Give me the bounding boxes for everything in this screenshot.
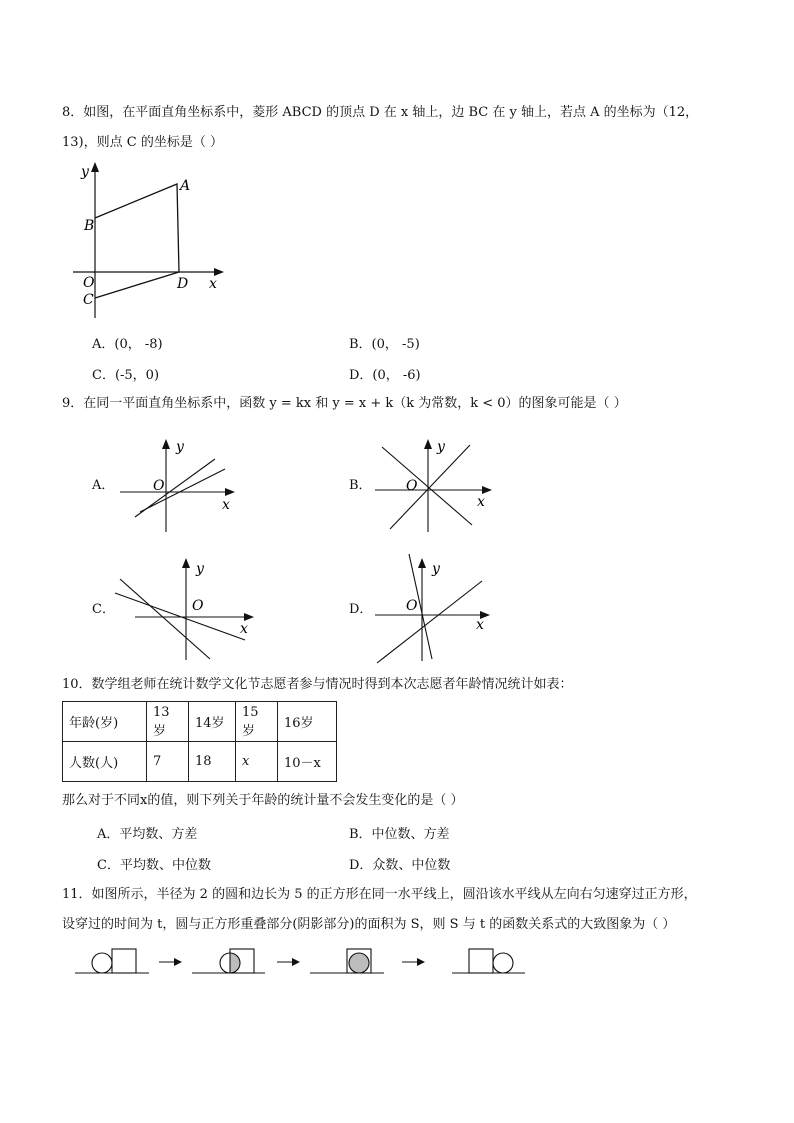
q9-option-a-label[interactable]: A． xyxy=(92,478,115,493)
table-cell: 18 xyxy=(189,742,236,782)
q9-option-c-label[interactable]: C． xyxy=(92,602,115,617)
q9-graph-a[interactable] xyxy=(115,437,245,537)
q9-d-origin: O xyxy=(406,598,418,614)
q10-option-d[interactable]: D．众数、中位数 xyxy=(349,858,451,873)
q9-c-y-label: y xyxy=(196,561,204,577)
q9-graph-b[interactable] xyxy=(370,437,520,537)
q9-graph-c[interactable] xyxy=(110,555,260,663)
q11-stem-line1: 11．如图所示，半径为 2 的圆和边长为 5 的正方形在同一水平线上，圆沿该水平线从左向右匀速穿过正方形， xyxy=(62,887,697,902)
q9-a-x-label: x xyxy=(222,497,230,513)
q10-option-c[interactable]: C．平均数、中位数 xyxy=(97,858,211,873)
q9-b-x-label: x xyxy=(477,494,485,510)
q8-option-b[interactable]: B．(0， -5) xyxy=(349,337,420,352)
table-cell: 16岁 xyxy=(278,702,337,742)
q9-option-d-label[interactable]: D． xyxy=(349,602,373,617)
q9-c-origin: O xyxy=(192,598,204,614)
table-cell: 7 xyxy=(147,742,189,782)
arrow-icon xyxy=(402,958,425,966)
q8-option-d[interactable]: D．(0， -6) xyxy=(349,368,421,383)
table-cell: 13岁 xyxy=(147,702,189,742)
q9-c-x-label: x xyxy=(240,621,248,637)
q11-sequence-figure xyxy=(72,946,542,986)
q10-option-b[interactable]: B．中位数、方差 xyxy=(349,827,450,842)
q8-x-label: x xyxy=(209,276,217,292)
q8-option-c[interactable]: C．(-5，0) xyxy=(92,368,160,383)
q9-b-y-label: y xyxy=(437,439,445,455)
q8-rhombus-figure xyxy=(70,160,230,325)
q8-stem-line2: 13)，则点 C 的坐标是（ ） xyxy=(62,135,223,150)
table-cell: 人数(人) xyxy=(63,742,147,782)
q9-option-b-label[interactable]: B． xyxy=(349,478,372,493)
table-cell: x xyxy=(236,742,278,782)
q9-d-x-label: x xyxy=(476,617,484,633)
q11-frame-1 xyxy=(75,949,149,973)
table-cell: 10－x xyxy=(278,742,337,782)
table-cell: 年龄(岁) xyxy=(63,702,147,742)
q8-option-a[interactable]: A．(0， -8) xyxy=(92,337,163,352)
arrow-icon xyxy=(277,958,300,966)
q11-stem-line2: 设穿过的时间为 t，圆与正方形重叠部分(阴影部分)的面积为 S，则 S 与 t 的函数关系式的大致图象为（ ） xyxy=(62,917,676,932)
table-cell: 15岁 xyxy=(236,702,278,742)
q8-y-label: y xyxy=(81,164,89,180)
table-cell: 14岁 xyxy=(189,702,236,742)
q8-origin: O xyxy=(83,275,95,291)
q8-point-b: B xyxy=(84,218,95,234)
q9-graph-d[interactable] xyxy=(372,551,522,663)
q11-frame-3 xyxy=(310,949,384,973)
q8-point-d: D xyxy=(177,276,189,292)
q10-stem: 10．数学组老师在统计数学文化节志愿者参与情况时得到本次志愿者年龄情况统计如表： xyxy=(62,677,573,692)
q9-stem: 9．在同一平面直角坐标系中，函数 y = kx 和 y = x + k（k 为常数，k < 0）的图象可能是（ ） xyxy=(62,396,627,411)
q8-point-c: C xyxy=(83,292,94,308)
q9-d-y-label: y xyxy=(432,561,440,577)
q8-point-a: A xyxy=(180,178,191,194)
q9-b-origin: O xyxy=(406,478,418,494)
q8-stem-line1: 8．如图，在平面直角坐标系中，菱形 ABCD 的顶点 D 在 x 轴上，边 BC 在 y 轴上，若点 A 的坐标为（12， xyxy=(62,105,699,120)
table-row xyxy=(63,702,337,742)
table-row xyxy=(63,742,337,782)
q11-frame-4 xyxy=(452,949,525,973)
arrow-icon xyxy=(159,958,182,966)
q10-question: 那么对于不同x的值，则下列关于年龄的统计量不会发生变化的是（ ） xyxy=(62,793,464,808)
q9-a-y-label: y xyxy=(176,439,184,455)
q10-age-table xyxy=(62,701,337,782)
q10-option-a[interactable]: A．平均数、方差 xyxy=(97,827,198,842)
q11-frame-2 xyxy=(192,949,265,973)
q9-a-origin: O xyxy=(153,478,165,494)
